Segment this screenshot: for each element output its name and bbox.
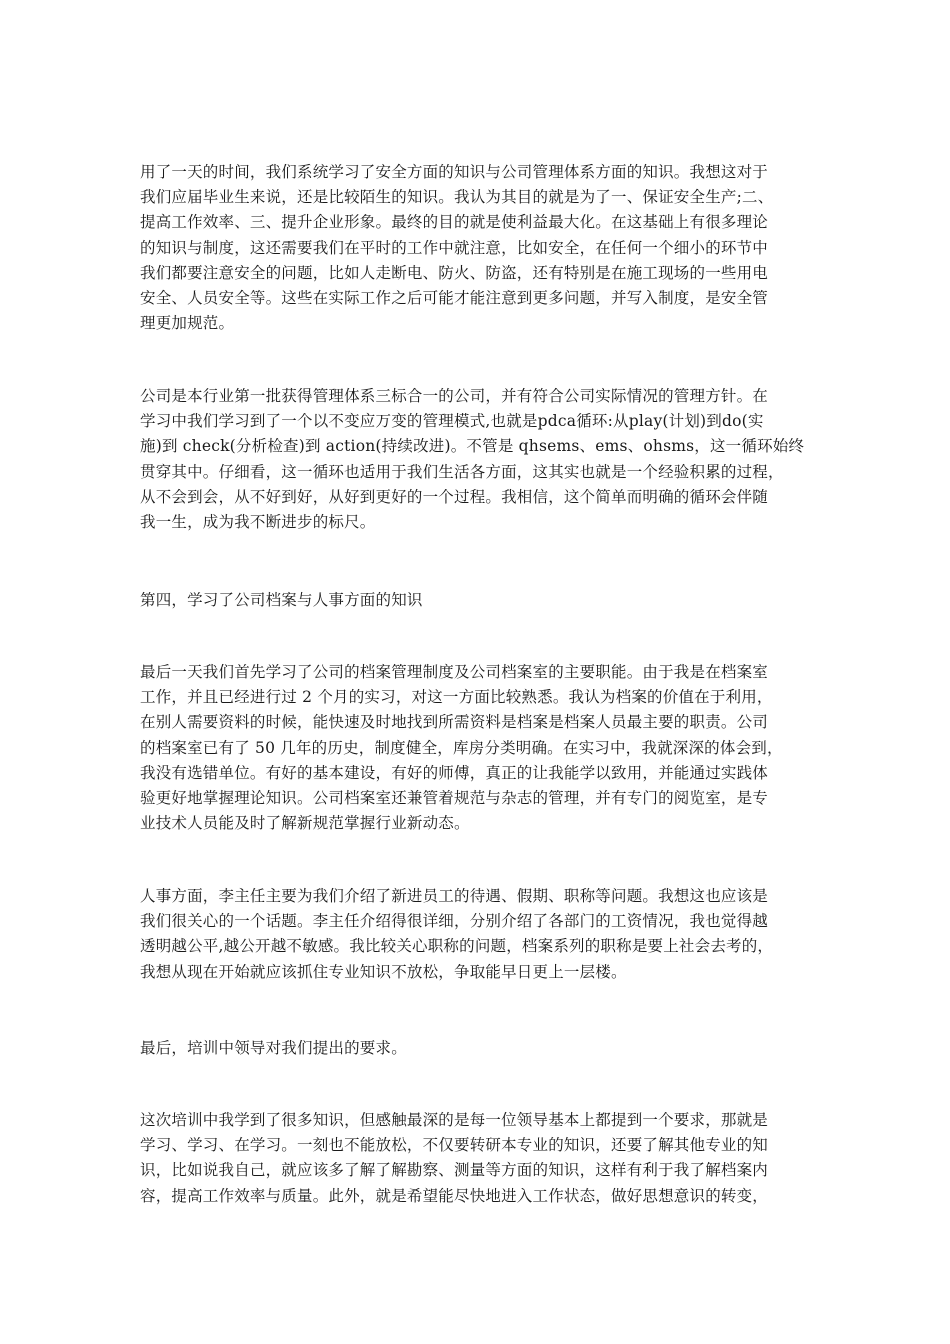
paragraph-personnel [140, 884, 812, 985]
text-line: 理更加规范。 [140, 314, 235, 333]
text-line: 人事方面，李主任主要为我们介绍了新进员工的待遇、假期、职称等问题。我想这也应该是 [140, 887, 769, 905]
text-line: 在别人需要资料的时候，能快速及时地找到所需资料是档案是档案人员最主要的职责。公司 [140, 713, 769, 732]
text-line: 业技术人员能及时了解新规范掌握行业新动态。 [140, 814, 470, 833]
text-line: 我们都要注意安全的问题，比如人走断电、防火、防盗，还有特别是在施工现场的一些用电 [140, 263, 769, 282]
text-line: 第四，学习了公司档案与人事方面的知识 [140, 591, 423, 609]
text-line: 我没有选错单位。有好的基本建设，有好的师傅，真正的让我能学以致用，并能通过实践体 [140, 763, 769, 782]
text-line: 的知识与制度，这还需要我们在平时的工作中就注意，比如安全，在任何一个细小的环节中 [140, 238, 769, 257]
text-line: 用了一天的时间，我们系统学习了安全方面的知识与公司管理体系方面的知识。我想这对于 [140, 163, 769, 181]
text-line: 识，比如说我自己，就应该多了解了解勘察、测量等方面的知识，这样有利于我了解档案内 [140, 1161, 769, 1180]
text-line: 施)到 check(分析检查)到 action(持续改进)。不管是 qhsems、ems、ohsms，这一循环始终 [140, 437, 805, 456]
text-line: 我们很关心的一个话题。李主任介绍得很详细，分别介绍了各部门的工资情况，我也觉得越 [140, 912, 769, 931]
text-line: 透明越公平,越公开越不敏感。我比较关心职称的问题，档案系列的职称是要上社会去考的， [140, 937, 774, 956]
paragraph-requirements [140, 1108, 812, 1209]
text-line: 我们应届毕业生来说，还是比较陌生的知识。我认为其目的就是为了一、保证安全生产;二、 [140, 188, 774, 207]
text-line: 贯穿其中。仔细看，这一循环也适用于我们生活各方面，这其实也就是一个经验积累的过程， [140, 462, 784, 481]
text-line: 工作，并且已经进行过 2 个月的实习，对这一方面比较熟悉。我认为档案的价值在于利用， [140, 688, 773, 707]
text-line: 公司是本行业第一批获得管理体系三标合一的公司，并有符合公司实际情况的管理方针。在 [140, 387, 769, 405]
text-line: 验更好地掌握理论知识。公司档案室还兼管着规范与杂志的管理，并有专门的阅览室，是专 [140, 788, 769, 807]
text-line: 的档案室已有了 50 几年的历史，制度健全，库房分类明确。在实习中，我就深深的体会到， [140, 738, 783, 757]
text-line: 最后，培训中领导对我们提出的要求。 [140, 1039, 407, 1057]
text-line: 从不会到会，从不好到好，从好到更好的一个过程。我相信，这个简单而明确的循环会伴随 [140, 487, 769, 506]
paragraph-archives [140, 660, 812, 836]
paragraph-safety-training [140, 160, 812, 336]
text-line: 我一生，成为我不断进步的标尺。 [140, 512, 376, 531]
text-line: 这次培训中我学到了很多知识，但感触最深的是每一位领导基本上都提到一个要求，那就是 [140, 1111, 769, 1129]
text-line: 容，提高工作效率与质量。此外，就是希望能尽快地进入工作状态，做好思想意识的转变， [140, 1186, 769, 1205]
text-line: 安全、人员安全等。这些在实际工作之后可能才能注意到更多问题，并写入制度，是安全管 [140, 288, 769, 307]
text-line: 我想从现在开始就应该抓住专业知识不放松，争取能早日更上一层楼。 [140, 962, 627, 981]
text-line: 最后一天我们首先学习了公司的档案管理制度及公司档案室的主要职能。由于我是在档案室 [140, 663, 769, 681]
section-heading-archives-personnel [140, 588, 812, 613]
text-line: 提高工作效率、三、提升企业形象。最终的目的就是使利益最大化。在这基础上有很多理论 [140, 213, 769, 232]
text-line: 学习、学习、在学习。一刻也不能放松，不仅要转研本专业的知识，还要了解其他专业的知 [140, 1136, 769, 1155]
section-heading-requirements [140, 1036, 812, 1061]
paragraph-management-system [140, 384, 812, 535]
text-line: 学习中我们学习到了一个以不变应万变的管理模式,也就是pdca循环:从play(计划)到do(实 [140, 412, 764, 431]
